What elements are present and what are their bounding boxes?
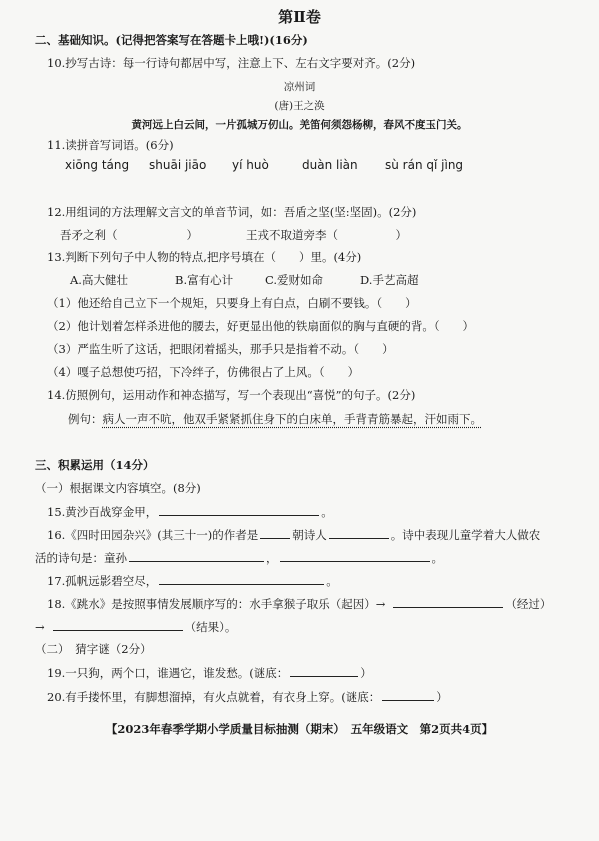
answer-blank[interactable]	[329, 527, 389, 539]
question-19-text: 19.一只狗，两个口，谁遇它，谁发愁。(谜底：	[47, 666, 289, 680]
poem-text: 黄河远上白云间，一片孤城万仞山。羌笛何须怨杨柳，春风不度玉门关。	[131, 119, 468, 131]
answer-blank[interactable]	[53, 619, 183, 631]
close-paren: ）	[436, 690, 448, 704]
question-20	[47, 689, 448, 705]
arrow: →	[35, 620, 45, 634]
option-d: D.手艺高超	[360, 273, 419, 287]
answer-blank[interactable]	[280, 550, 430, 562]
question-18-text-c: （结果）。	[184, 620, 237, 634]
question-11: 11.读拼音写词语。(6分)	[47, 138, 174, 152]
page-footer: 【2023年春季学期小学质量目标抽测（期末） 五年级语文 第2页共4页】	[105, 722, 494, 736]
pinyin-5: sù rán qǐ jìng	[385, 158, 464, 172]
question-12-item-a: 吾矛之利（ ）	[60, 228, 198, 242]
question-17-text: 17.孤帆远影碧空尽，	[47, 574, 158, 588]
question-12-item-b: 王戎不取道旁李（ ）	[246, 228, 407, 242]
question-17	[47, 573, 338, 589]
subsection-2: （二） 猜字谜（2分）	[35, 642, 152, 656]
pinyin-1: xiōng táng	[65, 158, 130, 172]
period: 。	[321, 505, 333, 519]
period: 。	[431, 551, 443, 565]
question-15	[47, 504, 333, 520]
comma: ，	[266, 551, 278, 565]
question-16-continued	[35, 550, 443, 566]
question-18-text-a: 18.《跳水》是按照事情发展顺序写的：水手拿猴子取乐（起因）→	[47, 597, 386, 611]
question-12: 12.用组词的方法理解文言文的单音节词，如：吾盾之坚(坚:坚固)。(2分)	[47, 205, 417, 219]
section-3-heading: 三、积累运用（14分）	[35, 458, 155, 472]
answer-blank[interactable]	[260, 527, 290, 539]
subsection-1: （一）根据课文内容填空。(8分)	[35, 481, 201, 495]
answer-blank[interactable]	[290, 665, 358, 677]
question-14: 14.仿照例句，运用动作和神态描写，写一个表现出“喜悦”的句子。(2分)	[47, 388, 416, 402]
pinyin-4: duàn liàn	[302, 158, 358, 172]
question-19	[47, 665, 372, 681]
question-15-text: 15.黄沙百战穿金甲，	[47, 505, 158, 519]
poem-author: (唐)王之涣	[274, 100, 325, 112]
answer-blank[interactable]	[393, 596, 503, 608]
question-16-text-a: 16.《四时田园杂兴》(其三十一)的作者是	[47, 528, 259, 542]
option-c: C.爱财如命	[265, 273, 324, 287]
question-13-item-2: （2）他计划着怎样杀进他的腰去，好更显出他的铁扇面似的胸与直硬的背。（ ）	[47, 319, 475, 333]
question-18-continued	[35, 619, 236, 635]
question-13-item-1: （1）他还给自己立下一个规矩，只要身上有白点，白刷不要钱。（ ）	[47, 296, 417, 310]
question-18	[47, 596, 551, 612]
question-10: 10.抄写古诗：每一行诗句都居中写，注意上下、左右文字要对齐。(2分)	[47, 56, 416, 70]
question-13-item-4: （4）嘎子总想使巧招，下冷绊子，仿佛很占了上风。（ ）	[47, 365, 360, 379]
question-16-text-d: 活的诗句是：童孙	[35, 551, 127, 565]
page-title: 第Ⅱ卷	[278, 8, 321, 26]
option-b: B.富有心计	[175, 273, 234, 287]
question-16-text-b: 朝诗人	[292, 528, 327, 542]
question-20-text: 20.有手搂怀里，有脚想溜掉，有火点就着，有衣身上穿。(谜底：	[47, 690, 381, 704]
answer-blank[interactable]	[159, 504, 319, 516]
answer-blank[interactable]	[159, 573, 324, 585]
option-a: A.高大健壮	[70, 273, 128, 287]
question-16-text-c: 。诗中表现儿童学着大人做农	[390, 528, 541, 542]
period: 。	[326, 574, 338, 588]
answer-blank[interactable]	[382, 689, 434, 701]
example-sentence: 病人一声不吭，他双手紧紧抓住身下的白床单，手背青筋暴起，汗如雨下。	[102, 412, 482, 426]
answer-blank[interactable]	[129, 550, 264, 562]
question-13: 13.判断下列句子中人物的特点,把序号填在（ ）里。(4分)	[47, 250, 362, 264]
pinyin-3: yí huò	[232, 158, 269, 172]
question-18-text-b: （经过）	[505, 597, 552, 611]
question-16	[47, 527, 540, 543]
section-2-heading: 二、基础知识。(记得把答案写在答题卡上哦!)(16分)	[35, 33, 308, 47]
pinyin-2: shuāi jiāo	[149, 158, 207, 172]
poem-title: 凉州词	[283, 81, 316, 93]
example-prefix: 例句：	[68, 412, 103, 426]
close-paren: ）	[360, 666, 372, 680]
question-14-example	[68, 412, 482, 427]
question-13-item-3: （3）严监生听了这话，把眼闭着摇头，那手只是指着不动。（ ）	[47, 342, 394, 356]
